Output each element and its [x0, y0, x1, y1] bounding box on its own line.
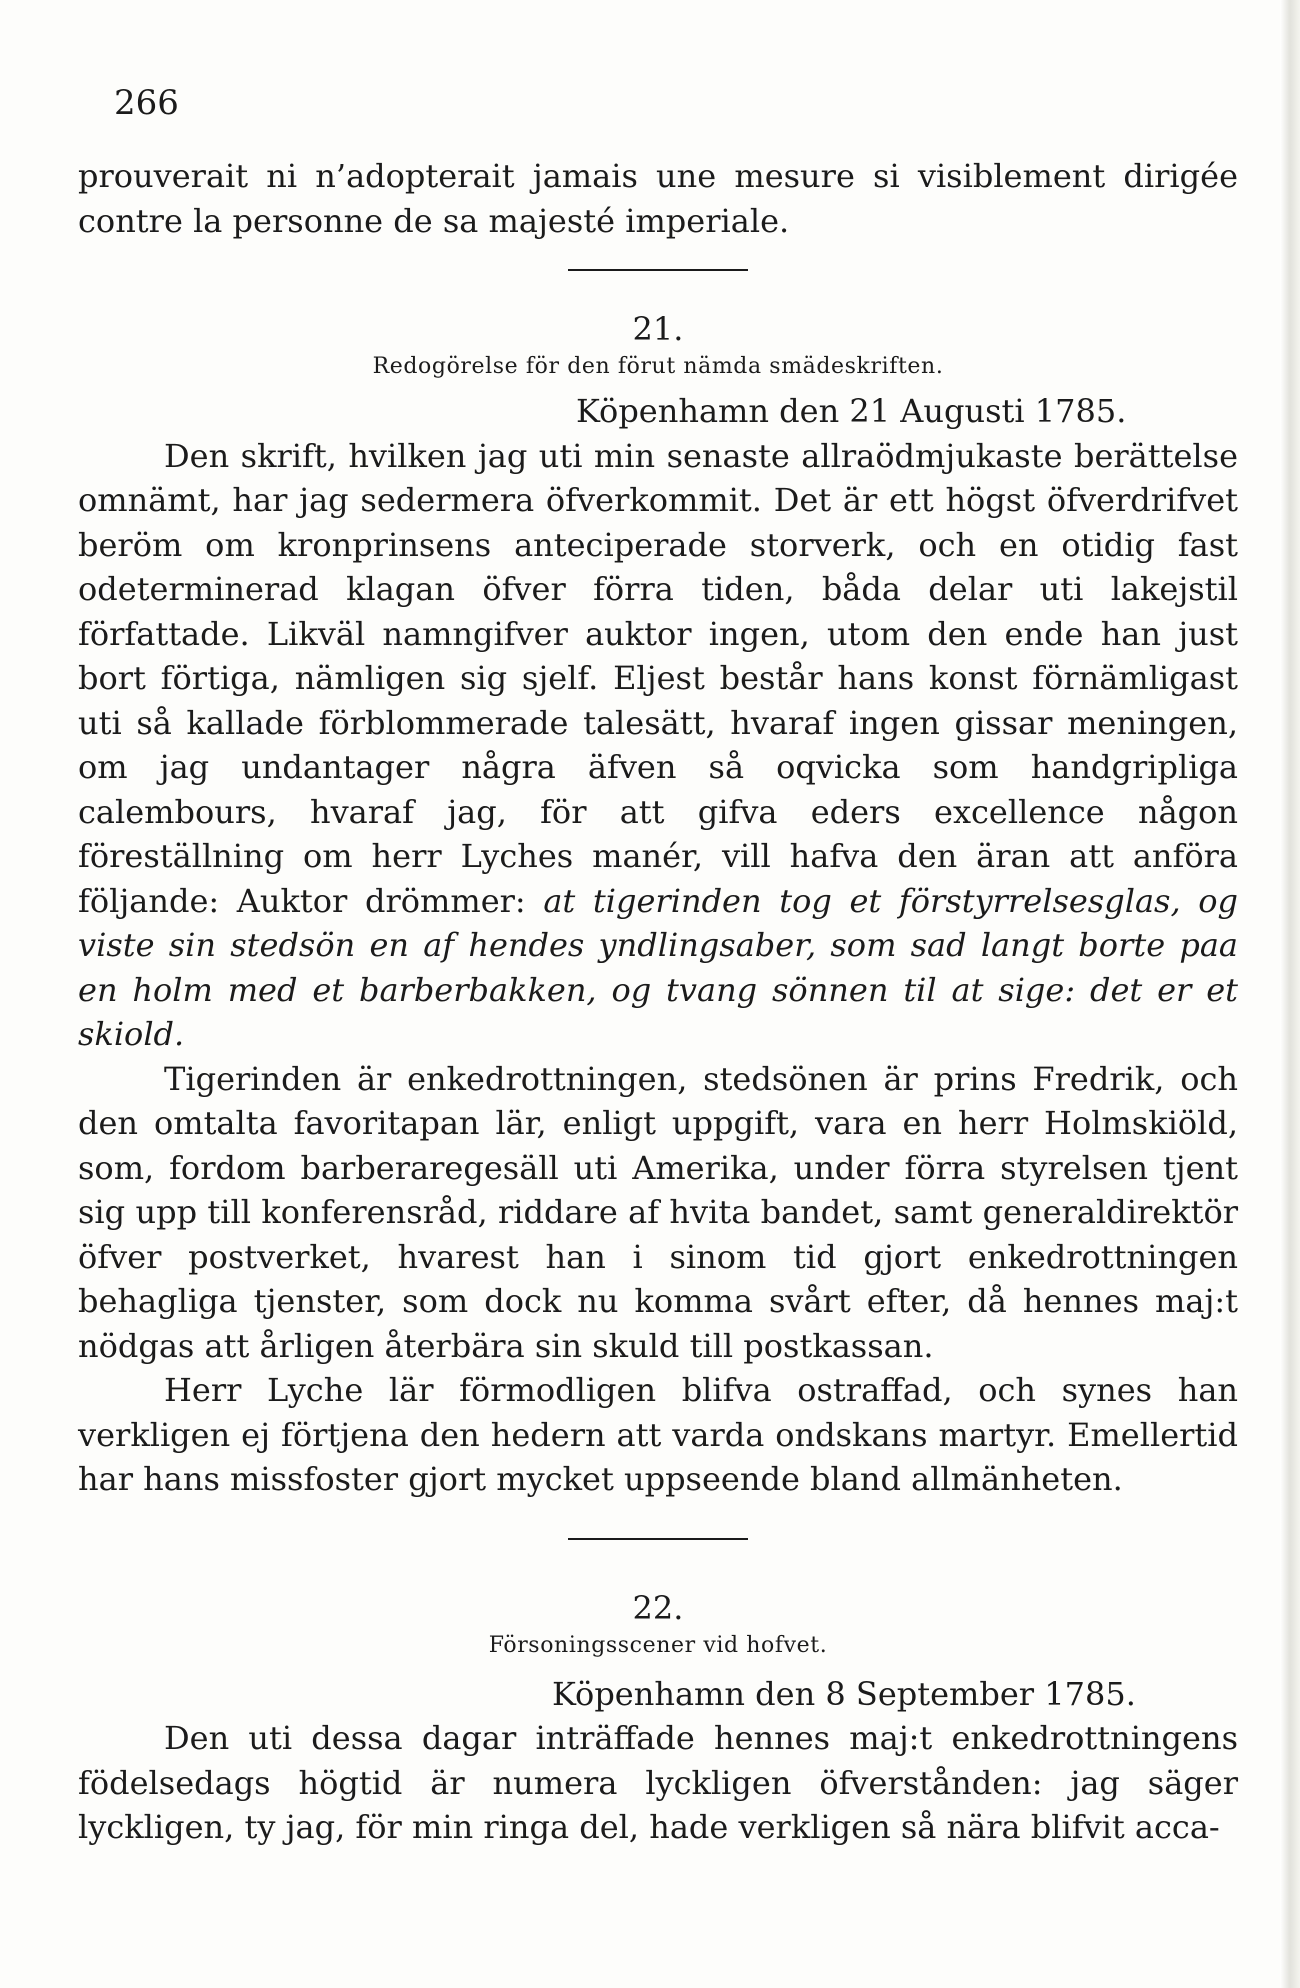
- continued-paragraph: prouverait ni n’adopterait jamais une mesure si visiblement dirigée contre la personne de sa majesté imperiale.: [78, 157, 1238, 240]
- paragraph-text: Den skrift, hvilken jag uti min senaste allraödmjukaste berättelse omnämt, har jag sedermera öfverkommit. Det är ett högst öfverdrifvet beröm om kronprinsens anteciperade storverk, och en otidig fast odeterminerad klagan öfver förra tiden, båda delar uti lakejstil författade. Likväl namngifver auktor ingen, utom den ende han just bort förtiga, nämligen sig sjelf. Eljest består hans konst förnämligast uti så kallade förblommerade talesätt, hvaraf ingen gissar meningen, om jag undantager några äfven så oqvicka som handgripliga calembours, hvaraf jag, för att gifva eders excellence någon föreställning om herr Lyches manér, vill hafva den äran att anföra följande: Auktor drömmer:: [78, 436, 1238, 920]
- page-number: 266: [114, 83, 179, 123]
- section-title: Redogörelse för den förut nämda smädeskriften.: [372, 354, 944, 379]
- body-paragraph: Den uti dessa dagar inträffade hennes maj:t enkedrottningens födelsedags högtid är numera lyckligen öfverstånden: jag säger lyckligen, ty jag, för min ringa del, hade verkligen så nära blifvit acca-: [78, 1719, 1238, 1846]
- text-column: [78, 76, 1238, 1850]
- section-title: Försoningsscener vid hofvet.: [488, 1632, 828, 1658]
- section-divider: [568, 269, 748, 271]
- body-paragraph: Herr Lyche lär förmodligen blifva ostraffad, och synes han verkligen ej förtjena den hedern att varda ondskans martyr. Emellertid har hans missfoster gjort mycket uppseende bland allmänheten.: [78, 1371, 1238, 1498]
- body-paragraph: Tigerinden är enkedrottningen, stedsönen är prins Fredrik, och den omtalta favoritapan lär, enligt uppgift, vara en herr Holmskiöld, som, fordom barberaregesäll uti Amerika, under förra styrelsen tjent sig upp till konferensråd, riddare af hvita bandet, samt generaldirektör öfver postverket, hvarest han i sinom tid gjort enkedrottningen behagliga tjenster, som dock nu komma svårt efter, då hennes maj:t nödgas att årligen återbära sin skuld till postkassan.: [78, 1059, 1238, 1365]
- section-number: 22.: [632, 1588, 684, 1627]
- dateline: Köpenhamn den 21 Augusti 1785.: [576, 392, 1127, 430]
- section-number: 21.: [632, 310, 684, 348]
- section-divider: [568, 1538, 748, 1540]
- body-paragraph: [78, 434, 1238, 1057]
- quoted-danish-passage: at tigerinden tog et förstyrrelsesglas, og viste sin stedsön en af hendes yndlingsaber, som sad langt borte paa en holm med et barberbakken, og tvang sönnen til at sige: det er et skiold.: [78, 881, 1239, 1053]
- dateline: Köpenhamn den 8 September 1785.: [552, 1674, 1136, 1713]
- page-edge-shadow: [1280, 0, 1300, 1988]
